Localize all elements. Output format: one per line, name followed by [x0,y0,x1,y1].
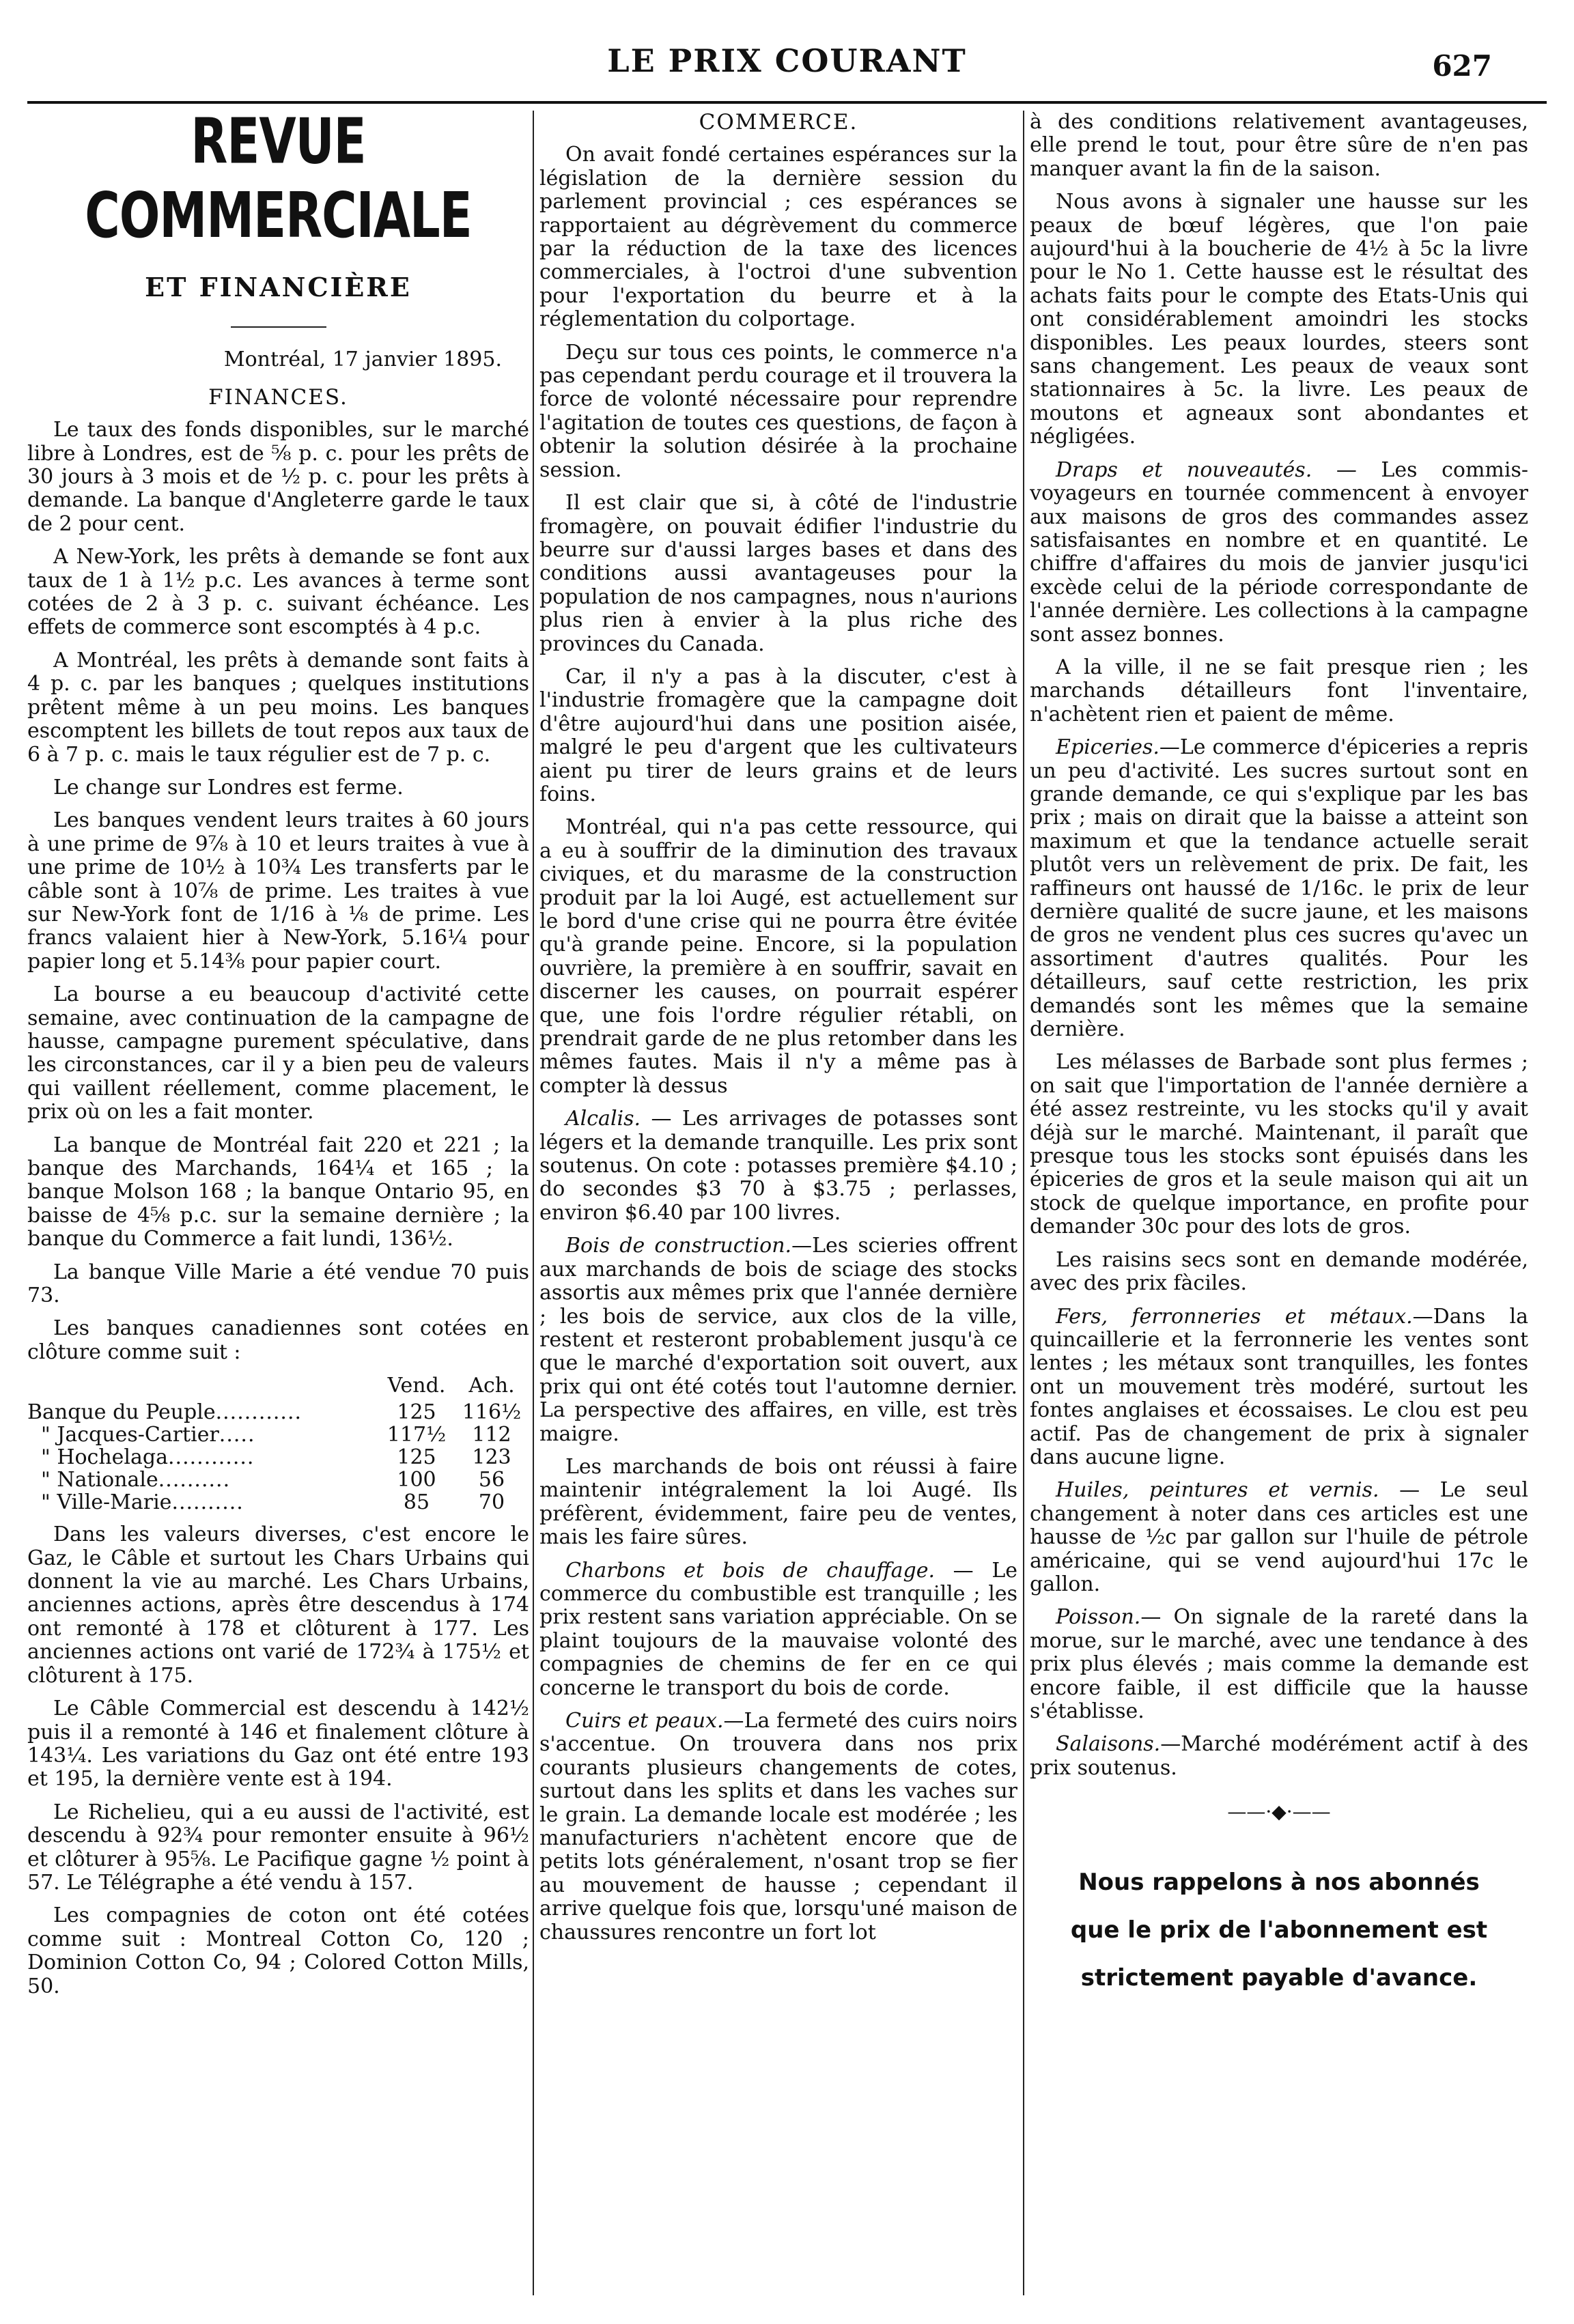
paragraph: A Montréal, les prêts à demande sont faits à 4 p. c. par les banques ; quelques institutions prêtent même à un peu moins. Les banques escomptent les billets de tout repos aux taux de 6 à 7 p. c. mais le taux régulier est de 7 p. c. [27,648,529,767]
column-header-vend: Vend. [387,1374,446,1398]
paragraph-bois-construction: Bois de construction.—Les scieries offrent aux marchands de bois de sciage des stocks assortis aux mêmes prix que l'année dernière ; les bois de service, aux clos de la ville, restent et resteront probablement jusqu'à ce que le marché d'exportation soit ouvert, aux prix qui ont été cotés tout l'automne dernier. La perspective des affaires, en ville, est très maigre. [539,1234,1017,1446]
rubric-title: Bois de construction. [565,1234,792,1258]
column-header-ach: Ach. [468,1374,515,1398]
leader-dots: .......... [171,1490,244,1515]
vend-value: 125 [397,1400,436,1425]
paragraph-epiceries: Epiceries.—Le commerce d'épiceries a repris un peu d'activité. Les sucres surtout sont en grande demande, ce qui s'explique par les bas prix ; mais on dirait que la baisse a atteint son maximum et que la tendance actuelle serait plutôt vers un relèvement de prix. De fait, les raffineurs ont haussé de 1/16c. le prix de leur dernière qualité de sucre jaune, et les maisons de gros ne vendent plus ces sucres qu'avec un assortiment d'autres qualités. Pour les détailleurs, sauf cette restriction, les prix demandés sont les mêmes que la semaine dernière. [1030,735,1528,1042]
section-title-commerce: COMMERCE. [699,111,858,134]
paragraph: La banque Ville Marie a été vendue 70 puis 73. [27,1260,529,1308]
ach-value: 56 [478,1468,505,1492]
rubric-title: Draps et nouveautés. [1056,457,1312,482]
paragraph: On avait fondé certaines espérances sur la législation de la dernière session du parlement provincial ; ces espérances se rapportaient au dégrèvement du commerce par la réduction de la taxe des licences commerciales, à l'octroi d'une subvention pour l'exportation du beurre et à la réglementation du colportage. [539,143,1017,332]
paragraph: Deçu sur tous ces points, le commerce n'a pas cependant perdu courage et il trouvera la force de volonté nécessaire pour reprendre l'agitation de toutes ces questions, de façon à obtenir la solution désirée à la prochaine session. [539,340,1017,482]
section-title-finances: FINANCES. [208,384,348,410]
rubric-title: Poisson. [1056,1605,1141,1630]
table-row [27,1469,529,1491]
paragraph: Le Richelieu, qui a eu aussi de l'activité, est descendu à 92¾ pour remonter ensuite à 96½ et clôturer à 95⅝. Le Pacifique gagne ½ point à 57. Le Télégraphe a été vendu à 157. [27,1800,529,1895]
column-divider [1023,111,1024,2295]
notice-line: Nous rappelons à nos abonnés [1078,1868,1480,1896]
paragraph-charbons: Charbons et bois de chauffage. — Le commerce du combustible est tranquille ; les prix restent sans variation appréciable. On se plaint toujours de la mauvaise volonté des compagnies de chemins de fer en ce qui concerne le transport du bois de corde. [539,1558,1017,1700]
paragraph: Dans les valeurs diverses, c'est encore le Gaz, le Câble et surtout les Chars Urbains qui donnent la vie au marché. Les Chars Urbains, anciennes actions, après être descendus à 174 ont remonté à 178 et clôturent à 177. Les anciennes actions ont varié de 172¾ à 175½ et clôturent à 175. [27,1522,529,1688]
paragraph-draps: Draps et nouveautés. — Les commis-voyageurs en tournée commencent à envoyer aux maisons de gros des commandes assez satisfaisantes en nombre et en quantité. Le chiffre d'affaires du mois de janvier jusqu'ici excède celui de la période correspondante de l'année dernière. Les collections à la campagne sont assez bonnes. [1030,457,1528,647]
paragraph-fers: Fers, ferronneries et métaux.—Dans la quincaillerie et la ferronnerie les ventes sont lentes ; les métaux sont tranquilles, les fontes ont un mouvement très modéré, surtout les fontes anglaises et écossaises. Le clou est peu actif. Pas de changement de prix à signaler dans aucune ligne. [1030,1304,1528,1469]
paragraph: Le Câble Commercial est descendu à 142½ puis il a remonté à 146 et finalement clôture à 143¼. Les variations du Gaz ont été entre 193 et 195, la dernière vente est à 194. [27,1697,529,1791]
subscription-notice [1030,1858,1528,2002]
short-rule [231,326,326,328]
rubric-title: Alcalis. [565,1107,641,1131]
leader-dots: ............ [215,1400,303,1425]
ach-value: 70 [478,1490,505,1515]
page-number: 627 [1432,49,1492,83]
vend-value: 100 [397,1468,436,1492]
paragraph: La bourse a eu beaucoup d'activité cette semaine, avec continuation de la campagne de hausse, campagne purement spéculative, dans les circonstances, car il y a bien peu de valeurs qui vaillent réellement, comme placement, le prix où on les a fait monter. [27,982,529,1124]
masthead-subtitle: ET FINANCIÈRE [145,272,412,302]
dateline: Montréal, 17 janvier 1895. [223,348,502,372]
table-row [27,1401,529,1423]
vend-value: 117½ [387,1423,447,1447]
column-commerce-continued [1030,111,1528,2295]
paragraph: Le taux des fonds disponibles, sur le marché libre à Londres, est de ⅝ p. c. pour les prêts de 30 jours à 3 mois et de ½ p. c. pour les prêts à demande. La banque d'Angleterre garde le taux de 2 pour cent. [27,418,529,536]
ach-value: 123 [472,1445,511,1470]
paragraph-huiles: Huiles, peintures et vernis. — Le seul changement à noter dans ces articles est une hausse de ½c par gallon sur l'huile de pétrole américaine, qui se vend aujourd'hui 17c le gallon. [1030,1478,1528,1596]
paragraph-cuirs: Cuirs et peaux.—La fermeté des cuirs noirs s'accentue. On trouvera dans nos prix courants plusieurs changements de cotes, surtout dans les splits et dans les vaches sur le grain. La demande locale est modérée ; les manufacturiers n'achètent encore que de petits lots généralement, n'osant trop se fier au mouvement de hausse ; cependant il arrive quelque fois que, lorsqu'uné maison de chaussures rencontre un fort lot [539,1709,1017,1944]
rubric-title: Fers, ferronneries et métaux. [1056,1304,1413,1329]
rubric-title: Epiceries. [1056,735,1160,760]
paragraph: Les banques canadiennes sont cotées en clôture comme suit : [27,1316,529,1364]
rubric-title: Cuirs et peaux. [565,1709,724,1733]
table-header-row [27,1374,529,1401]
ach-value: 112 [472,1423,511,1447]
header-rule [27,101,1547,104]
table-row [27,1491,529,1514]
paragraph: Les raisins secs sont en demande modérée, avec des prix fàciles. [1030,1247,1528,1296]
table-row [27,1423,529,1446]
paragraph: à des conditions relativement avantageuses, elle prend le tout, pour être sûre de n'en pas manquer avant la fin de la saison. [1030,111,1528,181]
table-row [27,1446,529,1469]
paragraph: A New-York, les prêts à demande se font aux taux de 1 à 1½ p.c. Les avances à terme sont cotées de 2 à 3 p. c. suivant échéance. Les effets de commerce sont escomptés à 4 p.c. [27,545,529,640]
notice-line: que le prix de l'abonnement est [1070,1916,1488,1944]
bank-name: " Nationale [41,1468,158,1492]
bank-quotes-table [27,1374,529,1514]
paragraph: Il est clair que si, à côté de l'industrie fromagère, on pouvait édifier l'industrie du beurre sur d'aussi larges bases et dans des conditions aussi avantageuses pour la population de nos campagnes, nous n'aurions plus rien à envier à la plus riche des provinces du Canada. [539,491,1017,656]
paragraph: Les marchands de bois ont réussi à faire maintenir intégralement la loi Augé. Ils préfèrent, évidemment, faire peu de ventes, mais les faire sûres. [539,1454,1017,1550]
leader-dots: .......... [158,1468,231,1492]
ach-value: 116½ [462,1400,522,1425]
paragraph: Les banques vendent leurs traites à 60 jours à une prime de 9⅞ à 10 et leurs traites à vue à une prime de 10½ à 10¾ Les transferts par le câble sont à 10⅞ de prime. Les traites à vue sur New-York font de 1/16 à ⅛ de prime. Les francs valaient hier à New-York, 5.16¼ pour papier long et 5.14⅜ pour papier court. [27,808,529,974]
journal-name: LE PRIX COURANT [607,42,967,79]
notice-line: strictement payable d'avance. [1080,1964,1478,1992]
paragraph: A la ville, il ne se fait presque rien ; les marchands détailleurs font l'inventaire, n'achètent rien et paient de même. [1030,655,1528,726]
column-finances [27,111,529,2295]
column-divider [533,111,534,2295]
running-head [0,42,1574,90]
leader-dots: ..... [219,1423,255,1447]
rubric-title: Huiles, peintures et vernis. [1056,1478,1379,1503]
paragraph-salaisons: Salaisons.—Marché modérément actif à des prix soutenus. [1030,1732,1528,1780]
paragraph-alcalis: Alcalis. — Les arrivages de potasses sont légers et la demande tranquille. Les prix sont soutenus. On cote : potasses première $4.10 ; do secondes $3 70 à $3.75 ; perlasses, environ $6.40 par 100 livres. [539,1107,1017,1225]
column-commerce [539,111,1017,2295]
bank-name: " Ville-Marie [41,1490,172,1515]
paragraph: Nous avons à signaler une hausse sur les peaux de bœuf légères, que l'on paie aujourd'hui à la boucherie de 4½ à 5c la livre pour le No 1. Cette hausse est le résultat des achats faits pour le compte des Etats-Unis qui ont considérablement amoindri les stocks disponibles. Les peaux lourdes, steers sont sans changement. Les peaux de veaux sont stationnaires à 5c. la livre. Les peaux de moutons et agneaux sont abondantes et négligées. [1030,190,1528,449]
vend-value: 125 [397,1445,436,1470]
paragraph: Montréal, qui n'a pas cette ressource, qui a eu à souffrir de la diminution des travaux civiques, et du marasme de la construction produit par la loi Augé, est actuellement sur le bord d'une crise qui ne pourra être évitée qu'à grande peine. Encore, si la population ouvrière, la première à en souffrir, savait en discerner les causes, on pourrait espérer que, une fois l'ordre régulier rétabli, on prendrait garde de ne plus retomber dans les mêmes fautes. Mais il n'y a même pas à compter là dessus [539,815,1017,1098]
paragraph: La banque de Montréal fait 220 et 221 ; la banque des Marchands, 164¼ et 165 ; la banque Molson 168 ; la banque Ontario 95, en baisse de 4⅝ p.c. sur la semaine dernière ; la banque du Commerce a fait lundi, 136½. [27,1133,529,1251]
vend-value: 85 [403,1490,430,1515]
ornament-divider: ——·◆·—— [1227,1800,1331,1824]
rubric-title: Charbons et bois de chauffage. [565,1558,936,1583]
bank-name: " Hochelaga [41,1445,169,1470]
masthead: REVUE COMMERCIALE [85,111,472,253]
leader-dots: ............ [168,1445,255,1470]
paragraph-poisson: Poisson.— On signale de la rareté dans la morue, sur le marché, avec une tendance à des prix plus élevés ; mais comme la demande est encore faible, il est difficile que la hausse s'établisse. [1030,1605,1528,1723]
rubric-title: Salaisons. [1056,1732,1161,1757]
bank-name: Banque du Peuple [27,1400,216,1425]
paragraph: Les mélasses de Barbade sont plus fermes ; on sait que l'importation de l'année dernière a été assez restreinte, vu les stocks qu'il y avait déjà sur le marché. Maintenant, il paraît que presque tous les stocks sont épuisés dans les épiceries de gros et la seule maison qui ait un stock de quelque importance, en profite pour demander 30c pour des lots de gros. [1030,1050,1528,1239]
bank-name: " Jacques-Cartier [41,1423,219,1447]
paragraph: Les compagnies de coton ont été cotées comme suit : Montreal Cotton Co, 120 ; Dominion Cotton Co, 94 ; Colored Cotton Mills, 50. [27,1903,529,1998]
paragraph: Car, il n'y a pas à la discuter, c'est à l'industrie fromagère que la campagne doit d'être aujourd'hui dans une position aisée, malgré le peu d'argent que les cultivateurs aient pu tirer de leurs grains et de leurs foins. [539,664,1017,806]
paragraph: Le change sur Londres est ferme. [53,775,404,799]
